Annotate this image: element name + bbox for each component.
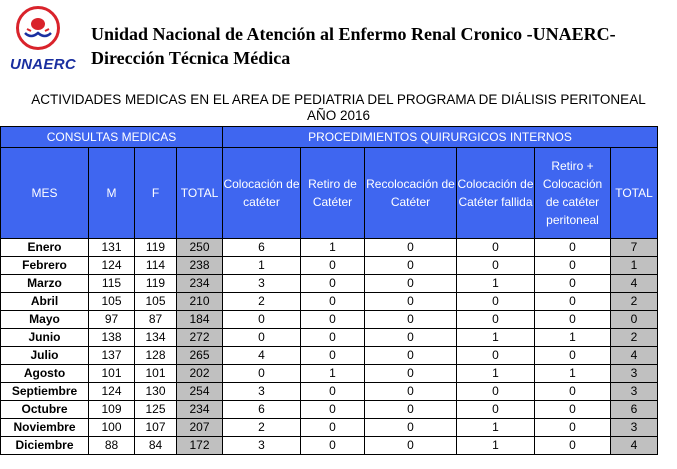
- report-title: ACTIVIDADES MEDICAS EN EL AREA DE PEDIATRIA DEL PROGRAMA DE DIÁLISIS PERITONEAL: [31, 92, 646, 107]
- m-cell: 115: [89, 275, 135, 293]
- month-cell: Febrero: [1, 257, 89, 275]
- colocacion-cell: 0: [223, 329, 301, 347]
- m-cell: 109: [89, 401, 135, 419]
- retiro-colocacion-cell: 0: [535, 383, 611, 401]
- recolocacion-cell: 0: [365, 437, 457, 455]
- proc-total-cell: 7: [611, 239, 658, 257]
- colocacion-cell: 3: [223, 275, 301, 293]
- recolocacion-cell: 0: [365, 293, 457, 311]
- table-row: [1, 401, 658, 419]
- retiro-cell: 0: [301, 437, 365, 455]
- retiro-colocacion-cell: 1: [535, 365, 611, 383]
- fallida-cell: 0: [457, 401, 535, 419]
- m-cell: 124: [89, 383, 135, 401]
- table-row: [1, 383, 658, 401]
- f-cell: 134: [135, 329, 177, 347]
- month-cell: Noviembre: [1, 419, 89, 437]
- month-cell: Enero: [1, 239, 89, 257]
- colocacion-cell: 2: [223, 419, 301, 437]
- colocacion-cell: 0: [223, 311, 301, 329]
- m-cell: 105: [89, 293, 135, 311]
- proc-total-cell: 4: [611, 437, 658, 455]
- colocacion-cell: 2: [223, 293, 301, 311]
- recolocacion-cell: 0: [365, 239, 457, 257]
- retiro-colocacion-cell: 0: [535, 293, 611, 311]
- proc-total-cell: 3: [611, 419, 658, 437]
- retiro-colocacion-cell: 0: [535, 311, 611, 329]
- table-row: [1, 365, 658, 383]
- total-cell: 210: [177, 293, 223, 311]
- m-cell: 88: [89, 437, 135, 455]
- table-row: [1, 437, 658, 455]
- month-cell: Septiembre: [1, 383, 89, 401]
- fallida-cell: 0: [457, 347, 535, 365]
- recolocacion-cell: 0: [365, 383, 457, 401]
- total-cell: 238: [177, 257, 223, 275]
- f-cell: 101: [135, 365, 177, 383]
- month-cell: Agosto: [1, 365, 89, 383]
- table-row: [1, 293, 658, 311]
- col-total-consultas: TOTAL: [177, 148, 223, 239]
- colocacion-cell: 6: [223, 239, 301, 257]
- f-cell: 125: [135, 401, 177, 419]
- proc-total-cell: 2: [611, 329, 658, 347]
- retiro-cell: 0: [301, 383, 365, 401]
- retiro-cell: 1: [301, 365, 365, 383]
- recolocacion-cell: 0: [365, 257, 457, 275]
- retiro-colocacion-cell: 0: [535, 257, 611, 275]
- m-cell: 97: [89, 311, 135, 329]
- month-cell: Marzo: [1, 275, 89, 293]
- page-header: [0, 0, 677, 88]
- table-row: [1, 347, 658, 365]
- proc-total-cell: 2: [611, 293, 658, 311]
- col-mes: MES: [1, 148, 89, 239]
- colocacion-cell: 6: [223, 401, 301, 419]
- f-cell: 119: [135, 239, 177, 257]
- retiro-cell: 0: [301, 275, 365, 293]
- total-cell: 250: [177, 239, 223, 257]
- col-m: M: [89, 148, 135, 239]
- recolocacion-cell: 0: [365, 365, 457, 383]
- recolocacion-cell: 0: [365, 311, 457, 329]
- retiro-cell: 0: [301, 257, 365, 275]
- month-cell: Octubre: [1, 401, 89, 419]
- retiro-colocacion-cell: 0: [535, 419, 611, 437]
- fallida-cell: 1: [457, 275, 535, 293]
- m-cell: 131: [89, 239, 135, 257]
- fallida-cell: 1: [457, 419, 535, 437]
- month-cell: Diciembre: [1, 437, 89, 455]
- total-cell: 254: [177, 383, 223, 401]
- retiro-cell: 0: [301, 401, 365, 419]
- proc-total-cell: 3: [611, 383, 658, 401]
- group-consultas-header: CONSULTAS MEDICAS: [1, 127, 223, 148]
- proc-total-cell: 4: [611, 347, 658, 365]
- unaerc-logo: [8, 6, 76, 84]
- fallida-cell: 1: [457, 365, 535, 383]
- retiro-cell: 1: [301, 239, 365, 257]
- table-row: [1, 257, 658, 275]
- total-cell: 202: [177, 365, 223, 383]
- retiro-cell: 0: [301, 293, 365, 311]
- m-cell: 101: [89, 365, 135, 383]
- proc-total-cell: 3: [611, 365, 658, 383]
- retiro-cell: 0: [301, 419, 365, 437]
- retiro-cell: 0: [301, 311, 365, 329]
- proc-total-cell: 0: [611, 311, 658, 329]
- colocacion-cell: 0: [223, 365, 301, 383]
- retiro-colocacion-cell: 0: [535, 401, 611, 419]
- f-cell: 84: [135, 437, 177, 455]
- fallida-cell: 0: [457, 257, 535, 275]
- f-cell: 119: [135, 275, 177, 293]
- recolocacion-cell: 0: [365, 275, 457, 293]
- retiro-cell: 0: [301, 347, 365, 365]
- retiro-colocacion-cell: 0: [535, 347, 611, 365]
- f-cell: 128: [135, 347, 177, 365]
- total-cell: 234: [177, 401, 223, 419]
- m-cell: 138: [89, 329, 135, 347]
- total-cell: 184: [177, 311, 223, 329]
- total-cell: 272: [177, 329, 223, 347]
- month-cell: Abril: [1, 293, 89, 311]
- f-cell: 87: [135, 311, 177, 329]
- month-cell: Julio: [1, 347, 89, 365]
- f-cell: 107: [135, 419, 177, 437]
- f-cell: 105: [135, 293, 177, 311]
- org-subtitle: Dirección Técnica Médica: [91, 48, 291, 68]
- col-total-procedimientos: TOTAL: [611, 148, 658, 239]
- fallida-cell: 0: [457, 383, 535, 401]
- total-cell: 207: [177, 419, 223, 437]
- kidney-hands-icon: [19, 9, 57, 47]
- logo-emblem: [16, 6, 60, 50]
- colocacion-cell: 3: [223, 383, 301, 401]
- month-cell: Junio: [1, 329, 89, 347]
- group-procedimientos-header: PROCEDIMIENTOS QUIRURGICOS INTERNOS: [223, 127, 658, 148]
- col-colocacion: Colocación de catéter: [223, 148, 301, 239]
- fallida-cell: 0: [457, 239, 535, 257]
- retiro-colocacion-cell: 0: [535, 239, 611, 257]
- total-cell: 172: [177, 437, 223, 455]
- recolocacion-cell: 0: [365, 347, 457, 365]
- proc-total-cell: 6: [611, 401, 658, 419]
- col-f: F: [135, 148, 177, 239]
- f-cell: 114: [135, 257, 177, 275]
- retiro-colocacion-cell: 1: [535, 329, 611, 347]
- m-cell: 137: [89, 347, 135, 365]
- recolocacion-cell: 0: [365, 419, 457, 437]
- table-row: [1, 239, 658, 257]
- table-row: [1, 419, 658, 437]
- table-row: [1, 329, 658, 347]
- table-row: [1, 275, 658, 293]
- retiro-cell: 0: [301, 329, 365, 347]
- fallida-cell: 1: [457, 329, 535, 347]
- logo-text: UNAERC: [10, 56, 76, 73]
- org-title: Unidad Nacional de Atención al Enfermo Renal Cronico -UNAERC-: [91, 24, 616, 44]
- table-row: [1, 311, 658, 329]
- month-cell: Mayo: [1, 311, 89, 329]
- f-cell: 130: [135, 383, 177, 401]
- proc-total-cell: 4: [611, 275, 658, 293]
- col-recolocacion: Recolocación de Catéter: [365, 148, 457, 239]
- total-cell: 265: [177, 347, 223, 365]
- activities-table: [0, 126, 658, 455]
- fallida-cell: 0: [457, 293, 535, 311]
- fallida-cell: 1: [457, 437, 535, 455]
- retiro-colocacion-cell: 0: [535, 275, 611, 293]
- recolocacion-cell: 0: [365, 329, 457, 347]
- colocacion-cell: 4: [223, 347, 301, 365]
- col-colocacion-fallida: Colocación de Catéter fallida: [457, 148, 535, 239]
- fallida-cell: 0: [457, 311, 535, 329]
- proc-total-cell: 1: [611, 257, 658, 275]
- m-cell: 100: [89, 419, 135, 437]
- recolocacion-cell: 0: [365, 401, 457, 419]
- col-retiro-colocacion: Retiro + Colocación de catéter peritoneal: [535, 148, 611, 239]
- total-cell: 234: [177, 275, 223, 293]
- m-cell: 124: [89, 257, 135, 275]
- colocacion-cell: 1: [223, 257, 301, 275]
- retiro-colocacion-cell: 0: [535, 437, 611, 455]
- report-year: AÑO 2016: [306, 108, 371, 123]
- colocacion-cell: 3: [223, 437, 301, 455]
- col-retiro: Retiro de Catéter: [301, 148, 365, 239]
